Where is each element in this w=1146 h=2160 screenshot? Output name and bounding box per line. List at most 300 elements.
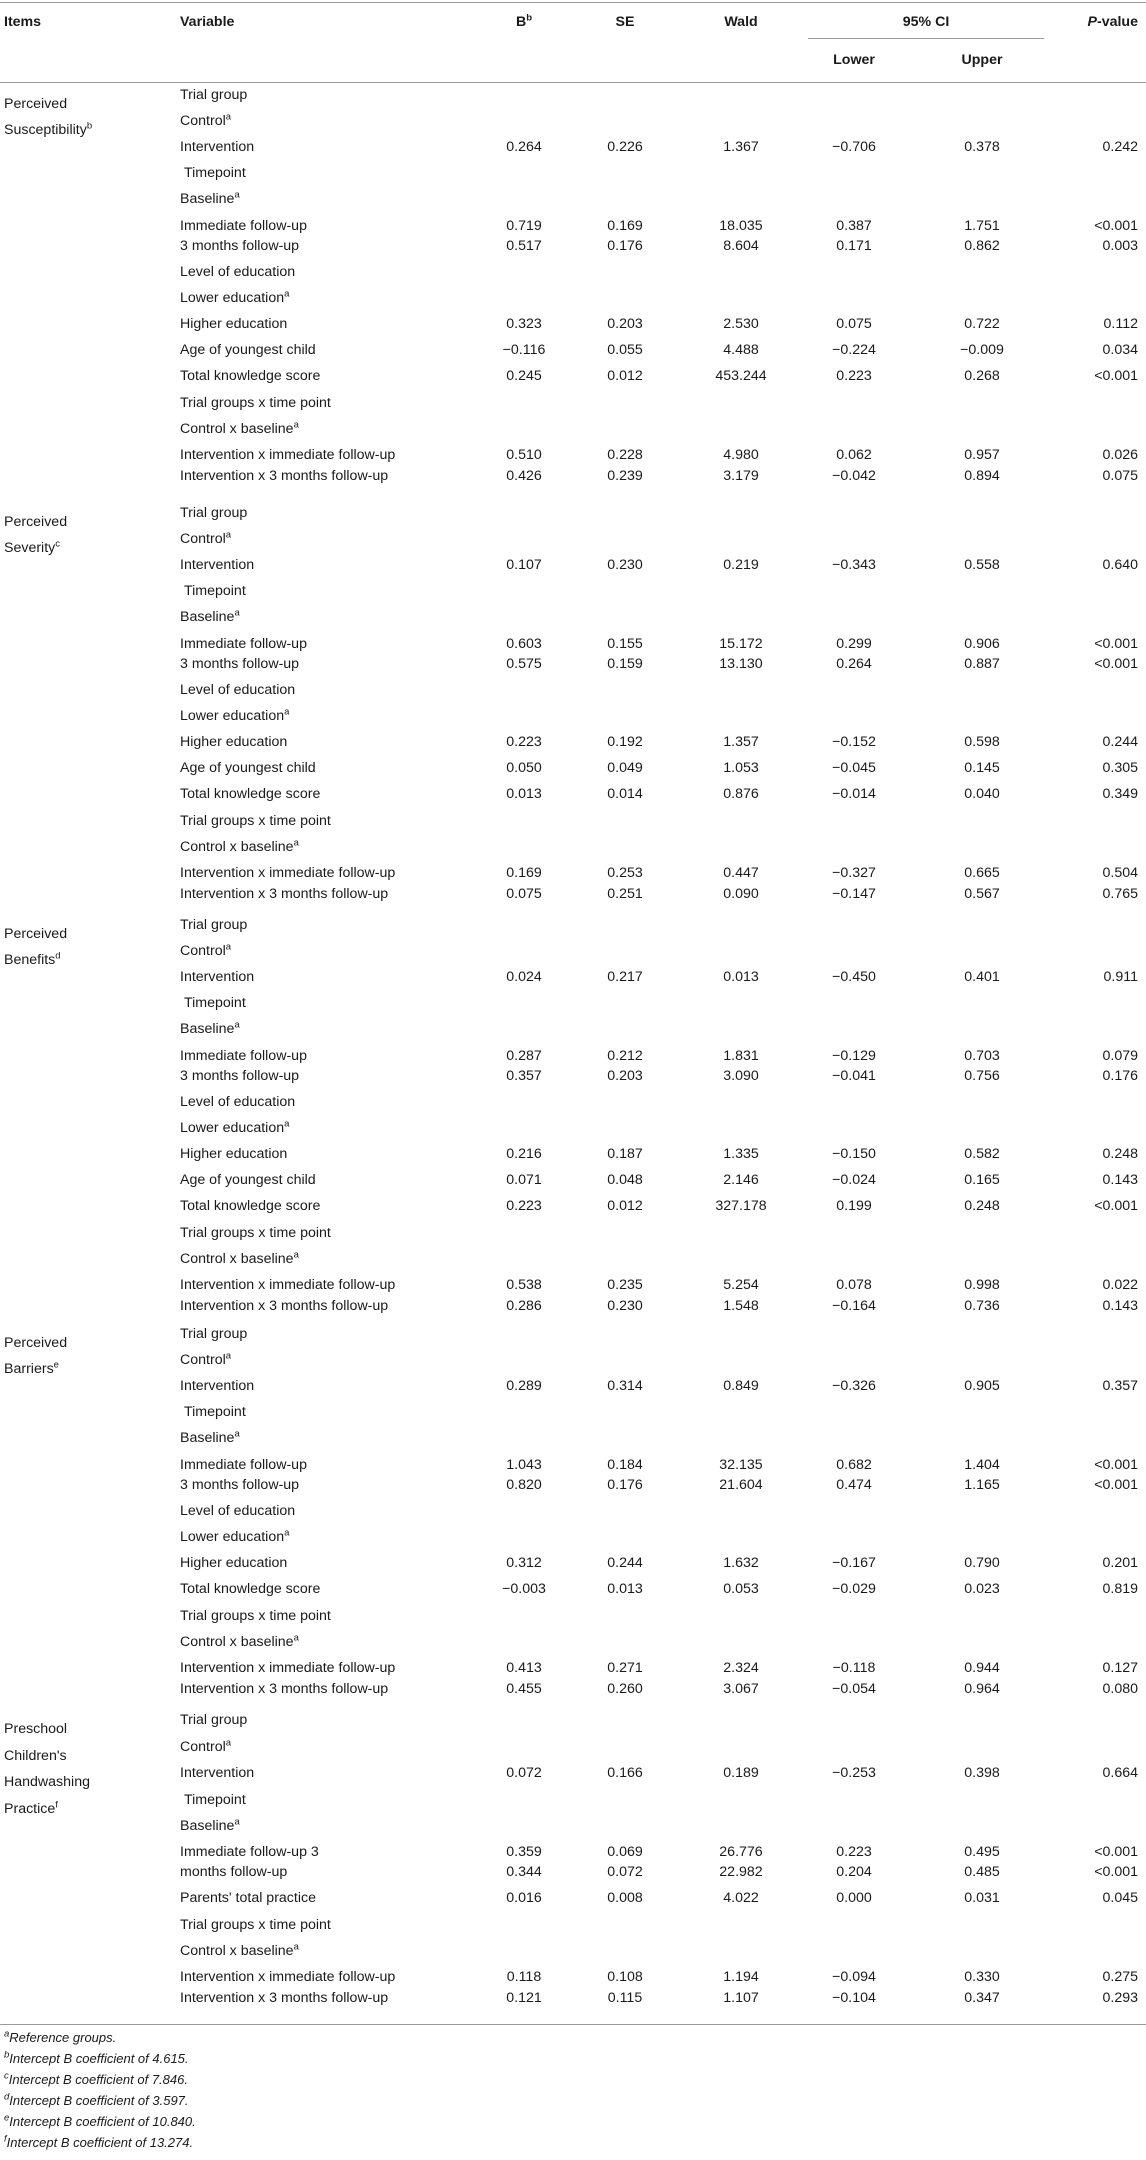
se-cell: 0.203 [607, 316, 643, 332]
variable-cell [184, 1791, 246, 1809]
lo-cell: 0.387 [836, 218, 872, 234]
wald-cell: 15.172 [719, 636, 763, 652]
p-cell: 0.819 [1102, 1581, 1138, 1597]
reference-sup: a [234, 189, 240, 201]
variable-cell [180, 1607, 331, 1625]
lo-cell: −0.024 [832, 1172, 876, 1188]
group-label-sup: e [53, 1359, 59, 1371]
group-label-line1: Perceived [4, 1335, 68, 1351]
footnote-marker: e [4, 2112, 10, 2124]
up-cell: 0.401 [964, 969, 1000, 985]
p-cell: 0.127 [1102, 1660, 1138, 1676]
b-cell: 0.413 [506, 1660, 542, 1676]
header-se: SE [615, 14, 635, 30]
group-label-text: Susceptibility [4, 122, 87, 138]
group-label-line3: Handwashing [4, 1774, 90, 1790]
p-cell: 0.112 [1103, 316, 1138, 332]
variable-text: Control [180, 531, 226, 547]
lo-cell: −0.118 [832, 1660, 876, 1676]
wald-cell: 0.447 [723, 865, 759, 881]
b-cell: 0.050 [506, 760, 542, 776]
variable-cell [180, 86, 247, 104]
group-label-line2 [4, 121, 92, 139]
variable-text: Lower education [180, 290, 285, 306]
up-cell: 0.330 [964, 1969, 1000, 1985]
wald-cell: 1.053 [723, 760, 759, 776]
wald-cell: 2.530 [723, 316, 759, 332]
b-cell: 0.216 [506, 1146, 542, 1162]
b-cell: 0.016 [506, 1890, 542, 1906]
wald-cell: 32.135 [719, 1457, 763, 1473]
b-cell: 0.323 [506, 316, 542, 332]
group-label-line1: Perceived [4, 96, 68, 112]
variable-text: Trial groups x time point [180, 1917, 331, 1933]
variable-cell [180, 1580, 320, 1598]
up-cell: 0.964 [964, 1681, 1000, 1697]
b-cell: 0.289 [506, 1378, 542, 1394]
p-cell: 0.079 [1102, 1048, 1138, 1064]
up-cell: 0.665 [964, 865, 1000, 881]
header-rule [0, 82, 1146, 83]
reference-sup: a [225, 941, 232, 953]
b-cell: 0.071 [506, 1172, 542, 1188]
variable-text: Higher education [180, 1555, 288, 1571]
variable-text: Trial group [180, 1712, 248, 1728]
b-cell: 0.075 [506, 886, 542, 902]
variable-text: Intervention [180, 139, 255, 155]
variable-text: Timepoint [184, 1404, 246, 1420]
reference-sup: a [293, 1941, 299, 1953]
variable-cell [180, 885, 388, 903]
lo-cell: 0.204 [836, 1864, 872, 1880]
se-cell: 0.166 [607, 1765, 643, 1781]
variable-text: Baseline [180, 1818, 235, 1834]
variable-cell [180, 1351, 231, 1369]
p-cell: 0.248 [1102, 1146, 1138, 1162]
reference-sup: a [234, 1428, 240, 1440]
variable-text: Trial groups x time point [180, 1608, 331, 1624]
variable-text: Intervention x 3 months follow-up [180, 886, 389, 902]
lo-cell: 0.264 [836, 656, 872, 672]
variable-text: Lower education [180, 1529, 285, 1545]
lo-cell: 0.474 [836, 1477, 872, 1493]
lo-cell: 0.223 [836, 1844, 872, 1860]
variable-text: Level of education [180, 264, 296, 280]
reference-sup: a [284, 706, 290, 718]
se-cell: 0.260 [607, 1681, 643, 1697]
variable-text: Lower education [180, 1120, 285, 1136]
b-cell: 0.072 [506, 1765, 542, 1781]
se-cell: 0.155 [607, 636, 643, 652]
variable-cell [180, 1817, 240, 1835]
variable-cell [180, 1119, 289, 1137]
se-cell: 0.069 [607, 1844, 643, 1860]
reference-sup: a [293, 837, 299, 849]
se-cell: 0.244 [607, 1555, 643, 1571]
se-cell: 0.048 [607, 1172, 643, 1188]
up-cell: 0.378 [964, 139, 1000, 155]
group-label-text: Severity [4, 540, 56, 556]
wald-cell: 5.254 [723, 1277, 759, 1293]
up-cell: 0.567 [964, 886, 1000, 902]
lo-cell: 0.171 [836, 238, 872, 254]
variable-cell [180, 467, 388, 485]
se-cell: 0.187 [607, 1146, 643, 1162]
b-cell: 0.013 [506, 786, 542, 802]
variable-cell [180, 1843, 319, 1861]
variable-cell [180, 1197, 320, 1215]
p-cell: 0.640 [1102, 557, 1138, 573]
p-cell: <0.001 [1094, 636, 1138, 652]
variable-cell [180, 681, 295, 699]
wald-cell: 1.831 [723, 1048, 759, 1064]
p-cell: 0.242 [1102, 139, 1138, 155]
wald-cell: 4.488 [723, 342, 759, 358]
variable-text: Immediate follow-up [180, 636, 307, 652]
lo-cell: −0.343 [832, 557, 876, 573]
variable-cell [180, 1528, 289, 1546]
variable-cell [180, 556, 254, 574]
variable-text: Control [180, 943, 226, 959]
variable-cell [180, 1377, 254, 1395]
lo-cell: 0.078 [836, 1277, 872, 1293]
up-cell: 0.894 [964, 468, 1000, 484]
p-cell: 0.765 [1102, 886, 1138, 902]
se-cell: 0.230 [607, 557, 643, 573]
variable-cell [180, 1968, 395, 1986]
header-b [478, 13, 570, 31]
up-cell: 0.582 [964, 1146, 1000, 1162]
p-cell: 0.022 [1102, 1277, 1138, 1293]
lo-cell: −0.326 [832, 1378, 876, 1394]
up-cell: 1.404 [964, 1457, 1000, 1473]
footnote [4, 2093, 189, 2109]
variable-text: Control [180, 1352, 226, 1368]
reference-sup: a [284, 1527, 290, 1539]
lo-cell: −0.104 [832, 1990, 876, 2006]
variable-text: Higher education [180, 1146, 288, 1162]
wald-cell: 0.090 [723, 886, 759, 902]
lo-cell: 0.223 [836, 368, 872, 384]
header-items: Items [4, 14, 42, 30]
wald-cell: 0.219 [723, 557, 759, 573]
p-cell: 0.504 [1102, 865, 1138, 881]
variable-text: Intervention x immediate follow-up [180, 1969, 396, 1985]
wald-cell: 13.130 [719, 656, 763, 672]
se-cell: 0.230 [607, 1298, 643, 1314]
lo-cell: 0.075 [836, 316, 872, 332]
variable-cell [184, 164, 246, 182]
variable-text: 3 months follow-up [180, 656, 300, 672]
variable-cell [180, 1711, 247, 1729]
se-cell: 0.228 [607, 447, 643, 463]
p-cell: <0.001 [1094, 1844, 1138, 1860]
variable-text: Baseline [180, 1021, 235, 1037]
variable-cell [180, 1502, 295, 1520]
variable-cell [180, 289, 289, 307]
variable-text: Timepoint [184, 583, 246, 599]
variable-text: Baseline [180, 609, 235, 625]
group-label-line1: Preschool [4, 1721, 68, 1737]
variable-text: Control x baseline [180, 1634, 294, 1650]
up-cell: 0.887 [964, 656, 1000, 672]
p-cell: <0.001 [1094, 368, 1138, 384]
variable-cell [180, 968, 254, 986]
se-cell: 0.314 [607, 1378, 643, 1394]
lo-cell: −0.253 [832, 1765, 876, 1781]
variable-cell [184, 994, 246, 1012]
variable-text: Control x baseline [180, 1943, 294, 1959]
variable-text: Age of youngest child [180, 760, 316, 776]
variable-cell [180, 315, 287, 333]
variable-cell [180, 1093, 295, 1111]
variable-cell [180, 608, 240, 626]
variable-cell [184, 1403, 246, 1421]
variable-text: Baseline [180, 1430, 235, 1446]
variable-text: Control [180, 113, 226, 129]
up-cell: 0.031 [964, 1890, 1000, 1906]
variable-cell [180, 1889, 316, 1907]
wald-cell: 0.013 [723, 969, 759, 985]
reference-sup: a [225, 1350, 232, 1362]
footnote-text: Intercept B coefficient of 13.274. [6, 2135, 194, 2150]
footnote-text: Intercept B coefficient of 7.846. [8, 2072, 188, 2087]
b-cell: 1.043 [506, 1457, 542, 1473]
variable-cell [180, 1659, 395, 1677]
b-cell: −0.003 [502, 1581, 546, 1597]
reference-sup: a [284, 1118, 290, 1130]
variable-cell [180, 1145, 287, 1163]
variable-cell [180, 1456, 307, 1474]
footnote-text: Intercept B coefficient of 10.840. [9, 2114, 196, 2129]
variable-cell [180, 1047, 307, 1065]
reference-sup: a [293, 419, 299, 431]
variable-cell [180, 190, 240, 208]
b-cell: 0.820 [506, 1477, 542, 1493]
variable-text: Timepoint [184, 165, 246, 181]
wald-cell: 4.022 [723, 1890, 759, 1906]
wald-cell: 3.179 [723, 468, 759, 484]
variable-text: Intervention x 3 months follow-up [180, 1990, 389, 2006]
up-cell: 0.165 [964, 1172, 1000, 1188]
variable-cell [180, 367, 320, 385]
up-cell: 0.905 [964, 1378, 1000, 1394]
variable-text: Trial group [180, 1326, 248, 1342]
variable-text: Control x baseline [180, 839, 294, 855]
variable-cell [180, 916, 247, 934]
up-cell: 0.703 [964, 1048, 1000, 1064]
b-cell: 0.264 [506, 139, 542, 155]
lo-cell: −0.327 [832, 865, 876, 881]
se-cell: 0.012 [607, 1198, 643, 1214]
lo-cell: −0.129 [832, 1048, 876, 1064]
ci-rule [808, 38, 1044, 39]
wald-cell: 18.035 [719, 218, 763, 234]
b-cell: 0.223 [506, 1198, 542, 1214]
group-label-sup: d [55, 950, 61, 962]
b-cell: 0.286 [506, 1298, 542, 1314]
se-cell: 0.013 [607, 1581, 643, 1597]
p-cell: 0.143 [1102, 1298, 1138, 1314]
header-variable: Variable [180, 14, 235, 30]
wald-cell: 26.776 [719, 1844, 763, 1860]
header-ci: 95% CI [902, 14, 950, 30]
variable-text: Total knowledge score [180, 368, 321, 384]
footnote [4, 2030, 116, 2046]
variable-cell [180, 733, 287, 751]
variable-text: Age of youngest child [180, 1172, 316, 1188]
b-cell: 0.538 [506, 1277, 542, 1293]
lo-cell: −0.054 [832, 1681, 876, 1697]
variable-cell [180, 446, 395, 464]
wald-cell: 3.090 [723, 1068, 759, 1084]
b-cell: 0.719 [506, 218, 542, 234]
se-cell: 0.203 [607, 1068, 643, 1084]
reference-sup: a [234, 1816, 240, 1828]
variable-text: Higher education [180, 734, 288, 750]
wald-cell: 1.367 [723, 139, 759, 155]
variable-text: Immediate follow-up [180, 218, 307, 234]
bottom-rule [0, 2024, 1146, 2025]
variable-cell [180, 420, 299, 438]
group-label-sup: f [55, 1799, 58, 1811]
lo-cell: −0.029 [832, 1581, 876, 1597]
footnote [4, 2135, 193, 2151]
up-cell: −0.009 [960, 342, 1004, 358]
p-cell: 0.911 [1103, 969, 1138, 985]
wald-cell: 1.357 [723, 734, 759, 750]
up-cell: 0.957 [964, 447, 1000, 463]
up-cell: 0.722 [964, 316, 1000, 332]
group-label-text: Practice [4, 1801, 56, 1817]
variable-cell [180, 838, 299, 856]
variable-text: Immediate follow-up [180, 1457, 307, 1473]
p-cell: 0.305 [1102, 760, 1138, 776]
p-cell: 0.034 [1102, 342, 1138, 358]
variable-cell [180, 530, 231, 548]
variable-cell [180, 1476, 299, 1494]
p-cell: 0.080 [1102, 1681, 1138, 1697]
footnote [4, 2051, 189, 2067]
header-b-sup: b [526, 12, 533, 24]
lo-cell: −0.450 [832, 969, 876, 985]
se-cell: 0.008 [607, 1890, 643, 1906]
lo-cell: 0.199 [836, 1198, 872, 1214]
se-cell: 0.012 [607, 368, 643, 384]
se-cell: 0.212 [607, 1048, 643, 1064]
group-label-text: Benefits [4, 952, 56, 968]
group-label-line1: Perceived [4, 926, 68, 942]
lo-cell: −0.150 [832, 1146, 876, 1162]
variable-text: Trial group [180, 917, 248, 933]
variable-cell [180, 1325, 247, 1343]
variable-text: Intervention [180, 1378, 255, 1394]
variable-cell [180, 1863, 287, 1881]
up-cell: 1.165 [964, 1477, 1000, 1493]
variable-text: Trial group [180, 87, 248, 103]
footnote-marker: f [4, 2133, 7, 2145]
variable-text: 3 months follow-up [180, 238, 300, 254]
up-cell: 0.906 [964, 636, 1000, 652]
variable-text: months follow-up [180, 1864, 288, 1880]
p-cell: 0.275 [1102, 1969, 1138, 1985]
b-cell: 0.121 [506, 1990, 542, 2006]
p-cell: 0.244 [1102, 734, 1138, 750]
group-label-sup: c [55, 538, 60, 550]
variable-cell [180, 112, 231, 130]
up-cell: 0.790 [964, 1555, 1000, 1571]
header-p-rest: -value [1096, 14, 1138, 30]
se-cell: 0.184 [607, 1457, 643, 1473]
lo-cell: −0.041 [832, 1068, 876, 1084]
wald-cell: 327.178 [715, 1198, 767, 1214]
lo-cell: −0.164 [832, 1298, 876, 1314]
variable-text: Level of education [180, 1094, 296, 1110]
b-cell: 0.118 [506, 1969, 542, 1985]
header-upper: Upper [961, 52, 1003, 68]
variable-cell [180, 1916, 331, 1934]
up-cell: 0.736 [964, 1298, 1000, 1314]
se-cell: 0.226 [607, 139, 643, 155]
se-cell: 0.192 [607, 734, 643, 750]
b-cell: 0.510 [506, 447, 542, 463]
lo-cell: 0.062 [836, 447, 872, 463]
group-label-line2 [4, 539, 60, 557]
p-cell: 0.026 [1102, 447, 1138, 463]
variable-cell [180, 1738, 231, 1756]
se-cell: 0.176 [607, 1477, 643, 1493]
se-cell: 0.115 [607, 1990, 643, 2006]
variable-cell [180, 341, 316, 359]
se-cell: 0.014 [607, 786, 643, 802]
footnote-text: Reference groups. [9, 2030, 117, 2045]
group-label-line2 [4, 951, 61, 969]
p-cell: <0.001 [1094, 1864, 1138, 1880]
reference-sup: a [225, 529, 232, 541]
variable-text: Intervention x immediate follow-up [180, 1660, 396, 1676]
group-label-sup: b [86, 120, 93, 132]
variable-text: Timepoint [184, 1792, 246, 1808]
p-cell: 0.003 [1102, 238, 1138, 254]
variable-cell [180, 759, 316, 777]
wald-cell: 1.548 [723, 1298, 759, 1314]
variable-text: Level of education [180, 1503, 296, 1519]
variable-text: Intervention x immediate follow-up [180, 865, 396, 881]
wald-cell: 1.194 [723, 1969, 759, 1985]
header-pvalue [1040, 13, 1138, 31]
reference-sup: a [234, 1019, 240, 1031]
group-label-line2: Children's [4, 1748, 67, 1764]
reference-sup: a [293, 1632, 299, 1644]
lo-cell: −0.094 [832, 1969, 876, 1985]
variable-text: Trial groups x time point [180, 1225, 331, 1241]
variable-text: Total knowledge score [180, 1198, 321, 1214]
b-cell: 0.024 [506, 969, 542, 985]
footnote-marker: c [4, 2070, 9, 2082]
variable-cell [180, 1297, 388, 1315]
group-label-line2 [4, 1360, 59, 1378]
variable-text: Lower education [180, 708, 285, 724]
se-cell: 0.251 [607, 886, 643, 902]
variable-text: 3 months follow-up [180, 1068, 300, 1084]
b-cell: 0.169 [506, 865, 542, 881]
variable-cell [180, 1942, 299, 1960]
up-cell: 0.495 [964, 1844, 1000, 1860]
variable-text: Intervention x immediate follow-up [180, 447, 396, 463]
up-cell: 0.598 [964, 734, 1000, 750]
variable-cell [184, 582, 246, 600]
variable-cell [180, 1171, 316, 1189]
